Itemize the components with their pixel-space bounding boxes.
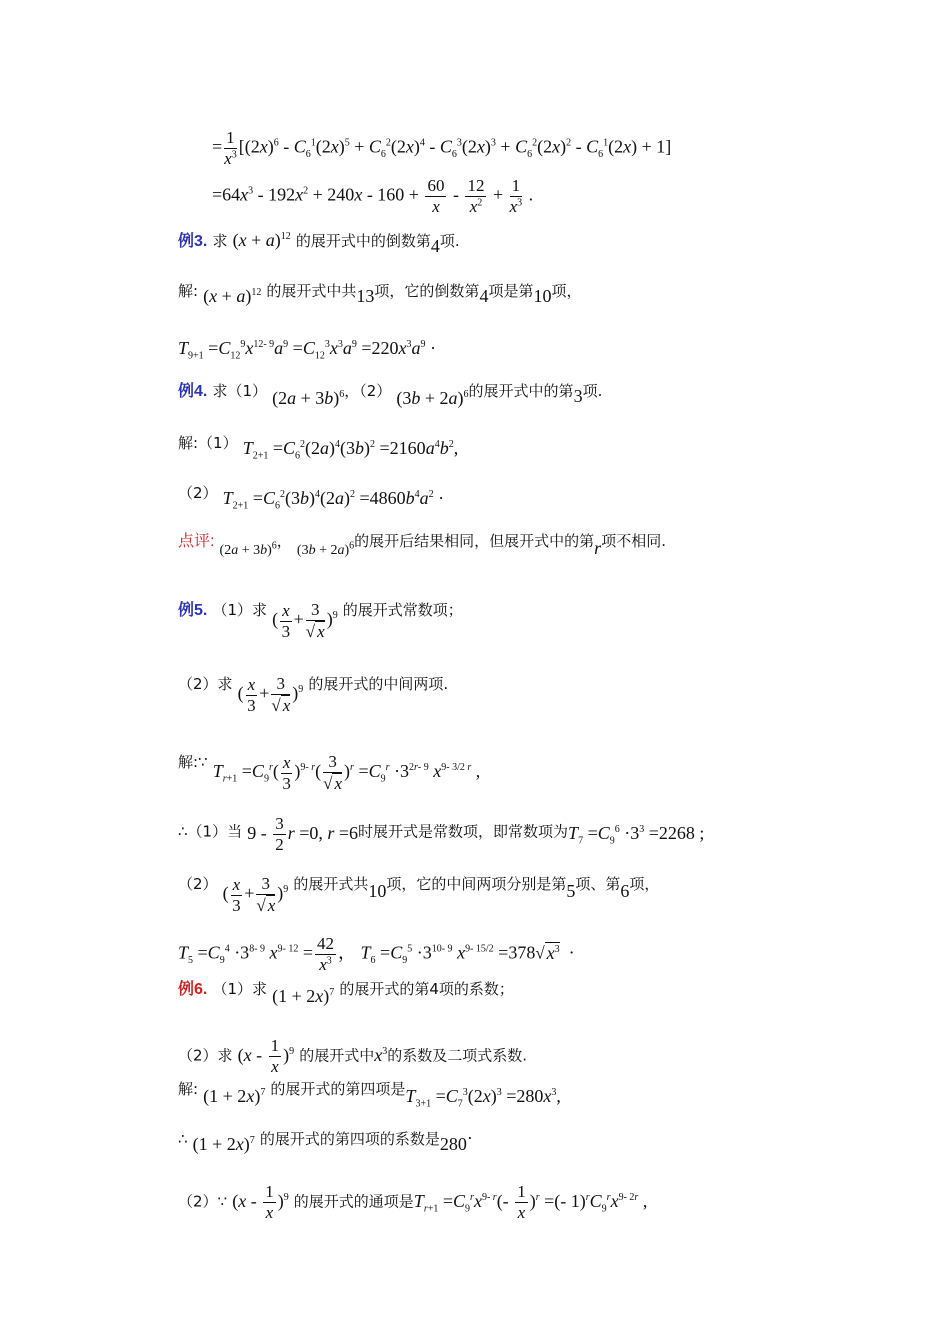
example-6: 例6. （1）求 $(1 + 2x)^7$ 的展开式的第4项的系数； (178, 980, 514, 1006)
example-3-label: 例3. (178, 233, 208, 250)
solution-3-line-2: $T_{9+1} =C_{12}^9x^{12- 9}a^9 =C_{12}^3x^3a^9 =220x^3a^9$ · (178, 338, 436, 362)
solution-6-line-2: ∴ $(1 + 2x)^7$ 的展开式的第四项的系数是280· (178, 1128, 473, 1154)
example-4: 例4. 求（1） $(2a + 3b)^6$，（2） $(3b + 2a)^6$的展开式中的第3项. (178, 382, 603, 408)
solution-5-line-2: ∴（1）当 9 - $\frac{3}{2}$ r =0, r =6时展开式是常数项，即常数项为$T_7 =C_9^6 \cdot 3^3 =2268$ ; (178, 814, 705, 854)
solution-6-line-3: （2）∵ (x - $\frac{1}{x}$ )$^9$ 的展开式的通项是$T_{r+1} =C_9^rx^{9- r}(-$ $\frac{1}{x}$ )$^r$ =(- $1)^rC_9^rx^{9- 2r}$ , (178, 1182, 648, 1222)
solution-3-line-1: 解: $(x + a)^{12}$ 的展开式中共13项，它的倒数第4项是第10项， (178, 282, 582, 306)
example-6-part-2: （2）求 (x - $\frac{1}{x}$ )$^9$ 的展开式中$x^3$的系数及二项式系数. (178, 1036, 528, 1076)
example-5: 例5. （1）求 ( $\frac{x}{3}$ + $\frac{3}{√ x}$ )$^9$ 的展开式常数项； (178, 600, 463, 641)
solution-5-line-4: $T_5 =C_9^4 \cdot 3^{8- 9}$ $x^{9- 12}$ = $\frac{42}{x^3}$ ， $T_6 =C_9^5 \cdot 3^{10- 9}$ $x^{9- 15/2} =378√$ $x^3$ · (178, 934, 575, 974)
solution-4-line-1: 解:（1） $T_{2+1} =C_6^2(2a)^4(3b)^2 =2160a^4b^2$, (178, 434, 459, 462)
expansion-line-2: $=64x^3 - 192x^2 + 240x - 160$ + $\frac{60}{x}$ - $\frac{12}{x^2}$ + $\frac{1}{x^3}$ . (212, 176, 534, 216)
comment: 点评: $(2a + 3b)^6$， $(3b + 2a)^6$的展开后结果相同，但展开式中的第r项不相同. (178, 532, 666, 558)
solution-6-line-1: 解: $(1 + 2x)^7$ 的展开式的第四项是$T_{3+1} =C_7^3(2x)^3 =280x^3$, (178, 1080, 561, 1110)
example-5-part-2: （2）求 ( $\frac{x}{3}$ + $\frac{3}{√ x}$ )$^9$ 的展开式的中间两项. (178, 674, 449, 715)
solution-5-line-1: 解:∵ $T_{r+1} =C_9^r$( $\frac{x}{3}$ )$^{9- r}$( $\frac{3}{√ x}$ )$^r =C_9^r \cdot 3^{2r- 9}$ $x^{9- 3/2 r}$ , (178, 752, 481, 793)
solution-5-line-3: （2） ( $\frac{x}{3}$ + $\frac{3}{√ x}$ )$^9$ 的展开式共10项，它的中间两项分别是第5项、第6项， (178, 874, 660, 915)
solution-4-line-2: （2） $T_{2+1} =C_6^2(3b)^4(2a)^2 =4860b^4a^2$ · (178, 484, 445, 512)
example-3: 例3. 求 $(x + a)^{12}$ 的展开式中的倒数第4项. (178, 230, 460, 256)
expansion-line-1: = $\frac{1}{x^3}$ $[(2x)^6 - C_6^1(2x)^5 + C_6^2(2x)^4 - C_6^3(2x)^3 + C_6^2(2x)^2 - C_6^1(2x) + 1]$ (212, 128, 672, 168)
